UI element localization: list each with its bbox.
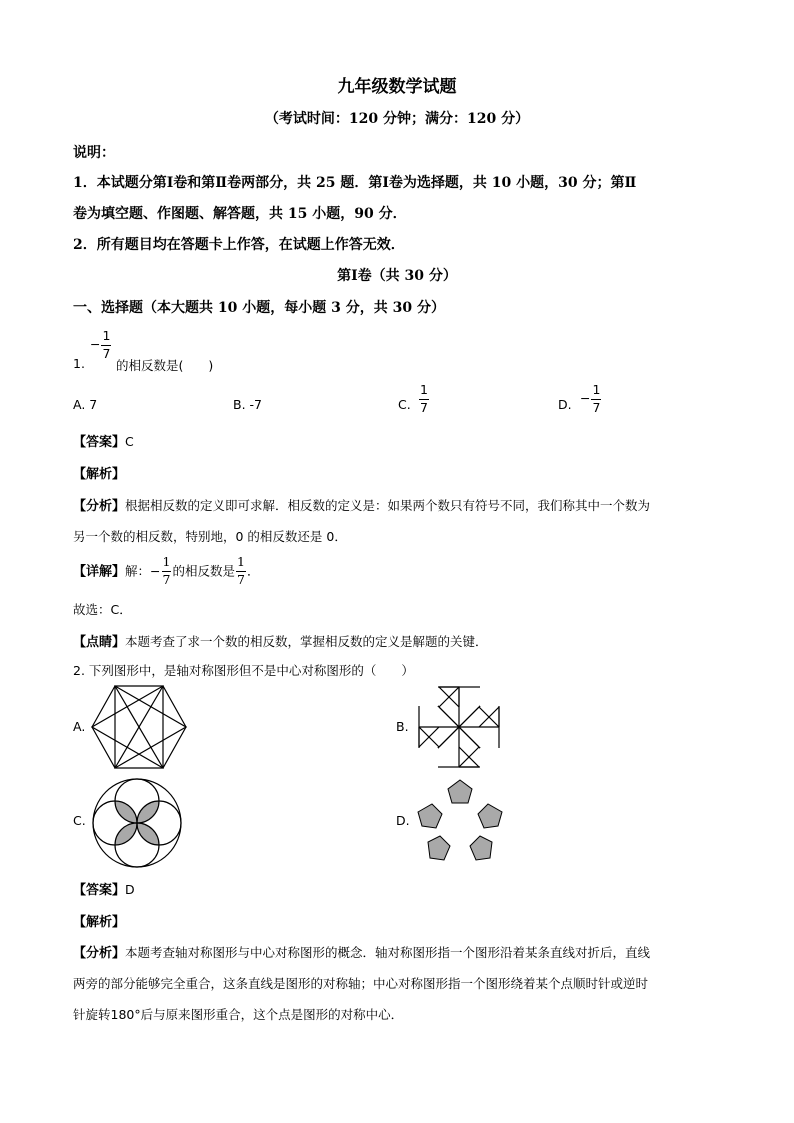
instructions-heading: 说明：	[73, 145, 115, 161]
q1-choose: 故选：C．	[73, 602, 132, 617]
detail-mid: 的相反数是	[172, 563, 235, 579]
detail-minus: −	[150, 563, 161, 579]
q2-fenxi-line-3: 针旋转180°后与原来图形重合，这个点是图形的对称中心．	[73, 1007, 404, 1022]
answer-tag-2: 【答案】	[73, 883, 126, 898]
part-1-title: 一、选择题（本大题共 10 小题，每小题 3 分，共 30 分）	[73, 300, 445, 316]
fenxi-text-2: 本题考查轴对称图形与中心对称图形的概念．轴对称图形指一个图形沿着某条直线对折后，直线	[125, 945, 651, 960]
q2-option-a: A.	[73, 719, 86, 734]
answer-value: C	[125, 434, 134, 449]
q2-fenxi-line-1	[73, 942, 650, 961]
comment-text: 本题考查了求一个数的相反数，掌握相反数的定义是解题的关键．	[125, 634, 488, 649]
detail-den: 7	[162, 571, 171, 587]
q2-option-d: D.	[396, 813, 410, 828]
q1-fraction	[101, 330, 111, 360]
q1-frac-num: 1	[101, 330, 111, 346]
fenxi-tag: 【分析】	[73, 499, 126, 514]
detail-num: 1	[162, 556, 172, 572]
q1-expression	[90, 330, 112, 360]
q1-minus: −	[90, 336, 101, 352]
q1-stem: 的相反数是( )	[116, 358, 214, 373]
q1-comment	[73, 631, 488, 650]
q2-option-c: C.	[73, 813, 86, 828]
q1-number: 1.	[73, 356, 85, 371]
answer-value-2: D	[125, 882, 135, 897]
q1-d-den: 7	[592, 399, 601, 415]
q1-option-d-label: D.	[558, 397, 572, 412]
q1-option-c-label: C.	[398, 397, 411, 412]
q2-fenxi-line-2: 两旁的部分能够完全重合，这条直线是图形的对称轴；中心对称图形指一个图形绕着某个点顺时针或逆时	[73, 976, 649, 991]
pinwheel-icon	[418, 686, 500, 768]
q1-frac-den: 7	[102, 345, 111, 361]
four-circles-icon	[91, 777, 183, 869]
q1-answer	[73, 431, 134, 450]
instruction-2: 2．所有题目均在答题卡上作答，在试题上作答无效．	[73, 237, 405, 253]
q1-c-num: 1	[419, 384, 429, 400]
q2-analysis-tag: 【解析】	[73, 915, 126, 930]
q2-option-b: B.	[396, 719, 409, 734]
fenxi-text: 根据相反数的定义即可求解．相反数的定义是：如果两个数只有符号不同，我们称其中一个数为	[125, 498, 651, 513]
q2-answer	[73, 879, 135, 898]
exam-info: （考试时间：120 分钟；满分：120 分）	[264, 111, 530, 127]
detail-pre: 解：	[125, 563, 151, 579]
comment-tag: 【点睛】	[73, 635, 126, 650]
detail-num-2: 1	[236, 556, 246, 572]
q1-c-den: 7	[420, 399, 428, 415]
q1-analysis-tag: 【解析】	[73, 467, 126, 482]
detail-end: ．	[246, 563, 260, 579]
instruction-1-line-2: 卷为填空题、作图题、解答题，共 15 小题，90 分．	[73, 206, 407, 222]
hexagon-star-icon	[91, 684, 187, 770]
five-pentagons-icon	[414, 778, 506, 864]
q1-fenxi-line-1	[73, 495, 650, 514]
detail-tag: 【详解】	[73, 564, 126, 580]
q1-option-b: B. -7	[233, 397, 262, 412]
q1-option-a: A. 7	[73, 397, 98, 412]
q2-stem: 2. 下列图形中，是轴对称图形但不是中心对称图形的（ ）	[73, 663, 414, 678]
q1-d-minus: −	[580, 390, 591, 406]
detail-den-2: 7	[236, 571, 245, 587]
q1-d-num: 1	[591, 384, 601, 400]
q1-fenxi-line-2: 另一个数的相反数，特别地，0 的相反数还是 0．	[73, 529, 347, 544]
q1-detail	[73, 556, 259, 586]
q1-option-c-value	[418, 384, 430, 414]
fenxi-tag-2: 【分析】	[73, 946, 126, 961]
instruction-1-line-1: 1．本试题分第Ⅰ卷和第Ⅱ卷两部分，共 25 题．第Ⅰ卷为选择题，共 10 小题，30 分；第Ⅱ	[73, 175, 637, 191]
q1-option-d-value	[580, 384, 602, 414]
page-title: 九年级数学试题	[337, 77, 457, 97]
section-title: 第Ⅰ卷（共 30 分）	[337, 268, 457, 284]
answer-tag: 【答案】	[73, 435, 126, 450]
